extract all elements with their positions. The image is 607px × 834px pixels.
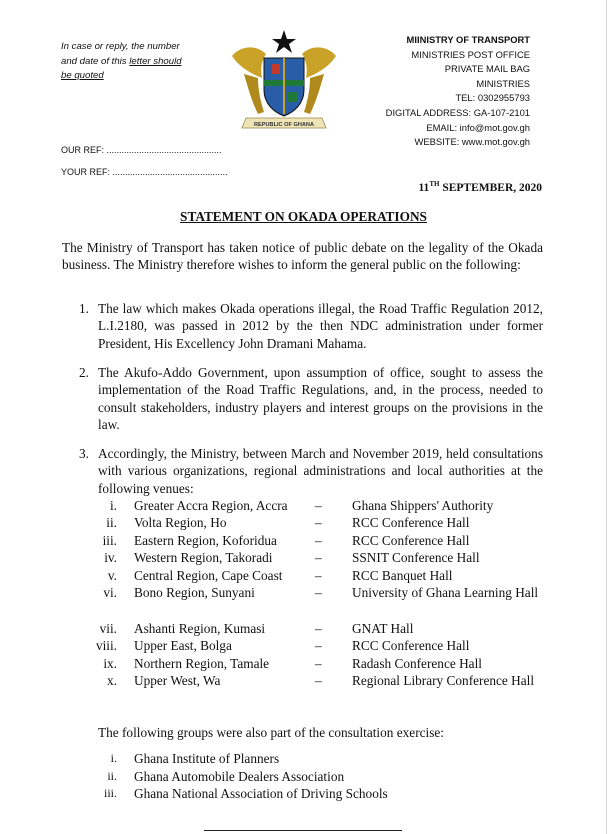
ministry-address [386,33,530,150]
crest-caption: REPUBLIC OF GHANA [254,122,314,128]
ministry-name: MIINISTRY OF TRANSPORT [406,34,530,45]
reply-note [61,40,211,84]
reply-note-line: and date of this letter should [61,55,182,67]
your-ref: YOUR REF: .............................................. [61,167,228,177]
our-ref: OUR REF: .............................................. [61,145,222,155]
email-line: EMAIL: info@mot.gov.gh [426,121,530,133]
list-item: The Akufo-Addo Government, upon assumption of office, sought to assess the implementation of the Road Traffic Regulations, and, in the process, needed to consult stakeholders, industry players and interest groups on the provisions in the law. [98,365,543,432]
intro-paragraph: The Ministry of Transport has taken notice of public debate on the legality of the Okada business. The Ministry therefore wishes to inform the general public on the following: [62,240,543,273]
list-item: Accordingly, the Ministry, between March and November 2019, held consultations with various organizations, regional administrations and local authorities at the following venues: [98,446,543,496]
page-title: STATEMENT ON OKADA OPERATIONS [180,209,427,224]
address-line: PRIVATE MAIL BAG [444,63,530,75]
address-line: MINISTRIES POST OFFICE [411,48,530,60]
list-item: The law which makes Okada operations illegal, the Road Traffic Regulation 2012, L.I.2180, was passed in 2012 by the then NDC administration under former President, His Excellency John Dramani Mahama. [98,301,543,351]
reply-note-line: be quoted [61,70,104,81]
list-number: 2. [79,365,89,380]
groups-intro: The following groups were also part of the consultation exercise: [98,725,444,740]
phone-line: TEL: 0302955793 [455,92,530,104]
document-page: In case or reply, the number and date of this letter should be quoted REPUBLIC OF GHANA MIINISTRY OF TRANSPORT MINISTRIES POST OFFICE PRIVATE MAIL BAG MINISTRIES TEL: 0302955793 DIGITAL ADDRESS: GA-107-2101 EMAIL: info@mot.gov.gh WEBSITE: www.mot.gov.gh OUR REF: .............................................. YOUR REF: .............................................. 11TH SEPTEMBER, 2020 STATEMENT ON OKADA OPERATIONS The Ministry of Transport has taken notice of public debate on the legality of the Okada business. The Ministry therefore wishes to inform the general public on the following: 1. The law which makes Okada operations illegal, the Road Traffic Regulation 2012, L.I.2180, was passed in 2012 by the then NDC administration under former President, His Excellency John Dramani Mahama. 2. The Akufo-Addo Government, upon assumption of office, sought to assess the implementation of the Road Traffic Regulations, and, in the process, needed to consult stakeholders, industry players and interest groups on the provisions in the law. 3. Accordingly, the Ministry, between March and November 2019, held consultations with various organizations, regional administrations and local authorities at the following venues: i. Greater Accra Region, Accra – Ghana Shippers' Authority ii. Volta Region, Ho – RCC Conference Hall iii. Eastern Region, Koforidua – RCC Conference Hall iv. Western Region, Takoradi – SSNIT Conference Hall v. Central Region, Cape Coast – RCC Banquet Hall vi. Bono Region, Sunyani – University of Ghana Learning Hall vii. Ashanti Region, Kumasi – GNAT Hall viii. Upper East, Bolga – RCC Conference Hall ix. Northern Region, Tamale – Radash Conference Hall x. Upper West, Wa – Regional Library Conference Hall The following groups were also part of the consultation exercise: i. Ghana Institute of Planners ii. Ghana Automobile Dealers Association iii. Ghana National Association of Driving Schools [0,0,607,834]
list-number: 1. [79,301,89,316]
reply-note-line: In case or reply, the number [61,41,180,52]
address-line: MINISTRIES [476,77,530,89]
ghana-coat-of-arms-icon [222,28,346,138]
website-line: WEBSITE: www.mot.gov.gh [414,136,530,148]
digital-address-line: DIGITAL ADDRESS: GA-107-2101 [385,106,530,118]
letter-date: 11TH SEPTEMBER, 2020 [418,180,542,194]
list-number: 3. [79,446,89,461]
footer-divider [204,830,402,831]
